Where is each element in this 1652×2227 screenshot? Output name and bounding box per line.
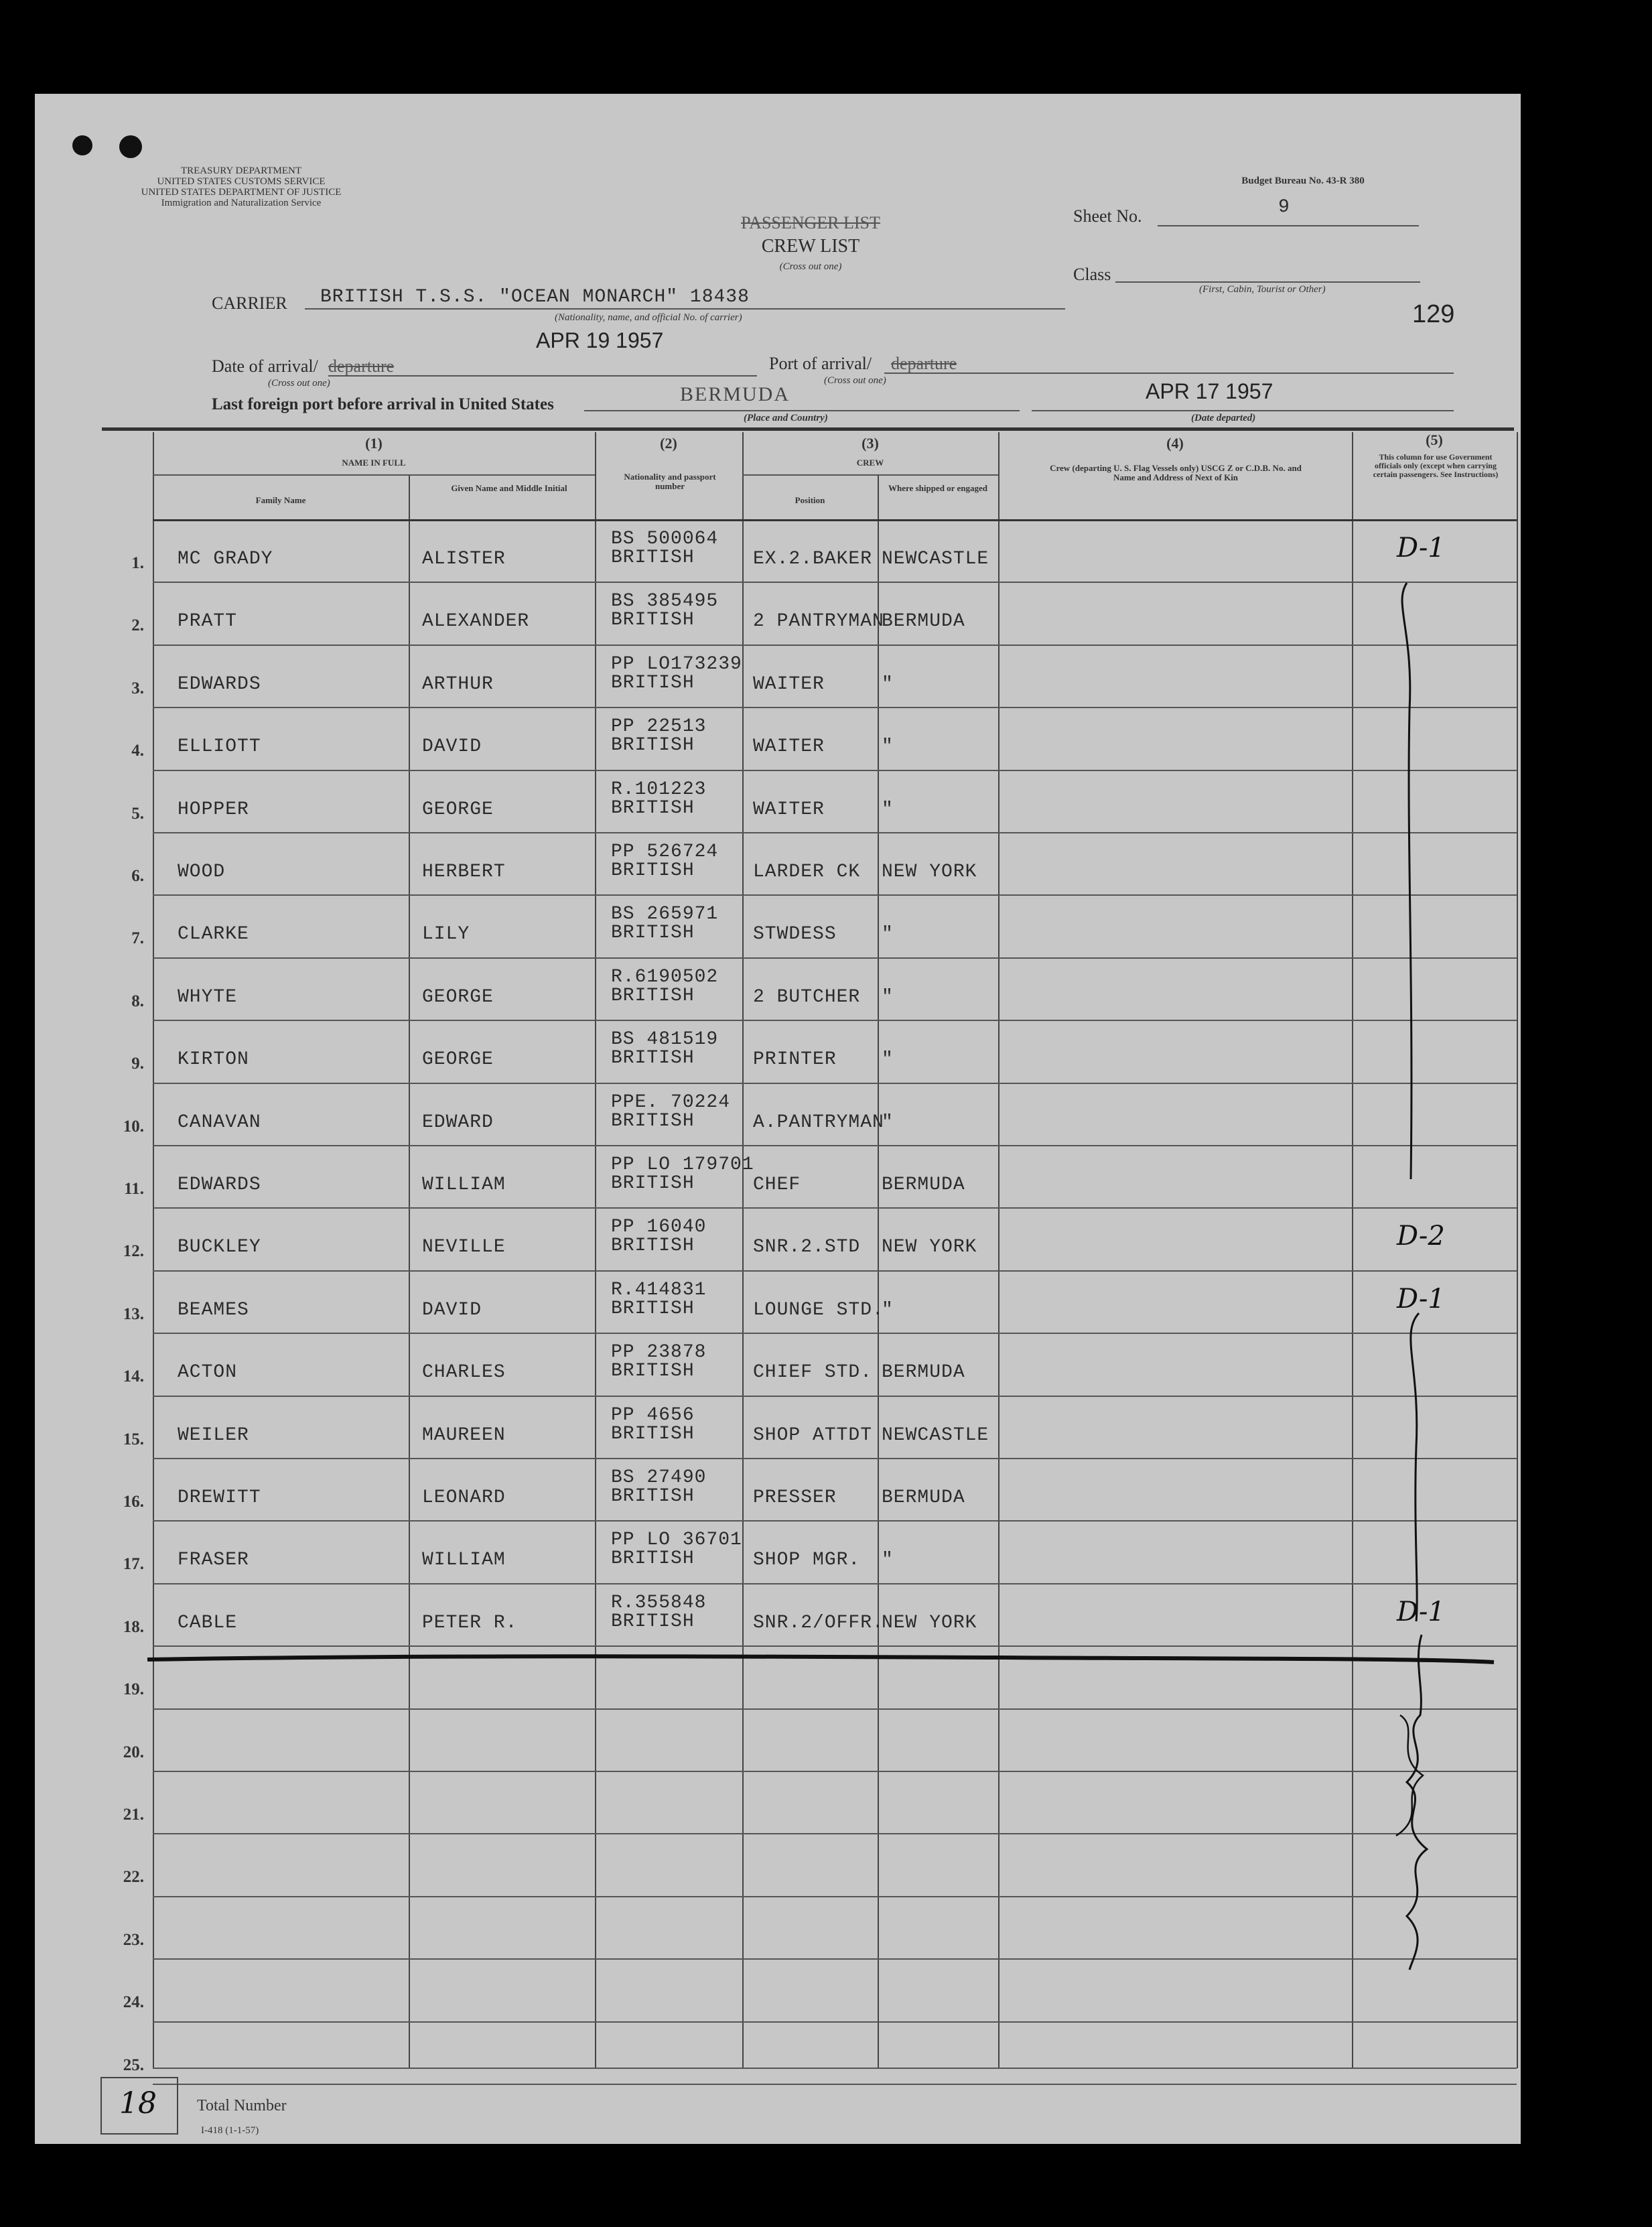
official-note: D-1 [1397,1597,1445,1627]
passport-cell: R.101223 [611,779,707,800]
sheet-number: 9 [1278,197,1290,218]
crew-list-title: CREW LIST [761,236,860,257]
col2-number: (2) [660,435,677,452]
nationality-cell: BRITISH [611,673,695,693]
family-name-cell: ACTON [178,1362,238,1383]
date-cross-note: (Cross out one) [268,378,330,389]
row-divider [153,1708,1517,1710]
row-number: 17. [123,1555,144,1573]
given-name-cell: ALISTER [422,549,506,569]
row-divider [153,1958,1517,1960]
position-cell: A.PANTRYMAN [753,1112,884,1133]
passport-cell: BS 265971 [611,904,719,925]
given-name-cell: CHARLES [422,1362,506,1383]
where-shipped-cell: BERMUDA [882,1487,965,1508]
row-divider [153,957,1517,959]
given-name-cell: PETER R. [422,1613,518,1633]
row-number: 24. [123,1993,144,2011]
family-name-cell: KIRTON [178,1049,249,1070]
row-number: 4. [131,742,144,760]
family-name-cell: WEILER [178,1425,249,1446]
col3-number: (3) [862,435,879,452]
nationality-header: Nationality and passport number [624,472,716,491]
row-divider [153,1396,1517,1397]
given-name-cell: NEVILLE [422,1237,506,1258]
position-cell: WAITER [753,736,825,757]
row-number: 22. [123,1868,144,1886]
row-divider [153,894,1517,896]
official-note: D-2 [1397,1221,1445,1252]
list-type-note: (Cross out one) [779,261,842,272]
position-cell: WAITER [753,674,825,695]
family-name-cell: FRASER [178,1550,249,1570]
row-divider [153,1458,1517,1459]
row-number: 6. [131,867,144,885]
passport-cell: PP 4656 [611,1405,695,1426]
class-label: Class [1073,265,1111,284]
last-port-label: Last foreign port before arrival in United States [212,395,554,413]
row-number: 2. [131,616,144,634]
position-cell: PRINTER [753,1049,837,1070]
row-number: 8. [131,992,144,1010]
row-number: 16. [123,1493,144,1511]
punch-hole [119,135,142,158]
where-shipped-cell: " [882,987,894,1008]
position-cell: SNR.2.STD [753,1237,861,1258]
family-name-cell: ELLIOTT [178,736,261,757]
nationality-cell: BRITISH [611,1235,695,1256]
passport-cell: R.355848 [611,1593,707,1613]
passport-cell: PP LO 36701 [611,1530,742,1550]
passport-cell: PP 22513 [611,716,707,737]
passport-cell: PP LO 179701 [611,1154,754,1175]
where-shipped-cell: BERMUDA [882,1174,965,1195]
row-divider [153,707,1517,708]
passport-cell: PP LO173239 [611,654,742,675]
position-cell: CHEF [753,1174,801,1195]
port-of-arrival-label: Port of arrival/ [769,354,872,373]
position-cell: WAITER [753,799,825,820]
nationality-cell: BRITISH [611,1298,695,1319]
passport-cell: BS 500064 [611,529,719,549]
passport-cell: R.414831 [611,1280,707,1300]
col5-header: This column for use Government officials only (except when carrying certain passengers. See Instructions) [1373,452,1499,479]
row-divider [153,1145,1517,1146]
row-divider [153,1333,1517,1334]
family-name-cell: CABLE [178,1613,238,1633]
row-divider [153,1520,1517,1522]
end-of-list-line [141,1645,1501,1672]
date-departed-stamp: APR 17 1957 [1146,379,1274,403]
position-cell: SHOP MGR. [753,1550,861,1570]
row-divider [153,832,1517,833]
agency-line-2: UNITED STATES CUSTOMS SERVICE [157,176,326,187]
official-column-marks [1380,576,1434,1976]
page-number: 129 [1412,300,1455,328]
official-note: D-1 [1397,1284,1445,1314]
given-name-cell: GEORGE [422,1049,494,1070]
nationality-cell: BRITISH [611,1361,695,1381]
where-shipped-cell: " [882,736,894,757]
date-departed-note: (Date departed) [1191,413,1256,423]
arrival-date-stamp: APR 19 1957 [536,328,664,352]
row-number: 1. [131,554,144,572]
nationality-cell: BRITISH [611,923,695,943]
given-name-cell: ARTHUR [422,674,494,695]
last-port-value: BERMUDA [680,383,790,405]
row-divider [153,1833,1517,1834]
crew-header: CREW [856,458,884,468]
row-divider [153,2021,1517,2023]
row-divider [153,1083,1517,1084]
passport-cell: PP 526724 [611,841,719,862]
agency-line-1: TREASURY DEPARTMENT [180,165,302,176]
col1-number: (1) [365,435,383,452]
family-name-cell: WOOD [178,862,226,882]
given-name-cell: WILLIAM [422,1174,506,1195]
agency-line-4: Immigration and Naturalization Service [161,198,322,208]
row-divider [153,645,1517,646]
position-cell: 2 BUTCHER [753,987,861,1008]
passport-cell: BS 385495 [611,591,719,612]
where-shipped-cell: NEWCASTLE [882,1425,989,1446]
given-name-cell: GEORGE [422,987,494,1008]
row-number: 18. [123,1618,144,1636]
family-name-cell: HOPPER [178,799,249,820]
family-name-cell: WHYTE [178,987,238,1008]
position-header: Position [795,495,825,505]
nationality-cell: BRITISH [611,1611,695,1632]
budget-bureau: Budget Bureau No. 43-R 380 [1241,176,1365,186]
given-name-cell: LEONARD [422,1487,506,1508]
port-cross-note: (Cross out one) [824,375,886,386]
nationality-cell: BRITISH [611,1111,695,1132]
agency-line-3: UNITED STATES DEPARTMENT OF JUSTICE [141,187,342,198]
nationality-cell: BRITISH [611,1424,695,1444]
passport-cell: PPE. 70224 [611,1092,731,1113]
given-name-cell: MAUREEN [422,1425,506,1446]
family-name-cell: CLARKE [178,924,249,945]
position-cell: STWDESS [753,924,837,945]
row-number: 3. [131,679,144,697]
col1-title: NAME IN FULL [342,458,406,468]
position-cell: SHOP ATTDT [753,1425,873,1446]
nationality-cell: BRITISH [611,860,695,881]
row-number: 12. [123,1242,144,1260]
given-name-cell: DAVID [422,736,482,757]
nationality-cell: BRITISH [611,798,695,819]
col5-number: (5) [1426,431,1443,448]
given-name-cell: LILY [422,924,470,945]
family-name-cell: PRATT [178,611,238,632]
nationality-cell: BRITISH [611,735,695,756]
carrier-value: BRITISH T.S.S. "OCEAN MONARCH" 18438 [320,287,750,308]
family-name-header: Family Name [255,495,306,505]
where-shipped-cell: NEW YORK [882,1613,977,1633]
total-box [100,2077,178,2135]
passport-cell: BS 27490 [611,1467,707,1488]
where-shipped-cell: BERMUDA [882,611,965,632]
passport-cell: PP 23878 [611,1342,707,1363]
position-cell: PRESSER [753,1487,837,1508]
carrier-note: (Nationality, name, and official No. of carrier) [555,312,742,323]
row-divider [153,1020,1517,1021]
given-name-cell: ALEXANDER [422,611,530,632]
passenger-list-struck: PASSENGER LIST [741,213,880,232]
form-number: I-418 (1-1-57) [201,2125,259,2136]
nationality-cell: BRITISH [611,1173,695,1194]
last-port-note: (Place and Country) [744,413,828,423]
given-name-cell: EDWARD [422,1112,494,1133]
family-name-cell: EDWARDS [178,1174,261,1195]
row-divider [153,1771,1517,1772]
row-divider [153,1896,1517,1897]
position-cell: LOUNGE STD. [753,1300,884,1321]
row-number: 20. [123,1743,144,1761]
where-shipped-cell: " [882,1112,894,1133]
given-name-cell: DAVID [422,1300,482,1321]
total-label: Total Number [197,2097,287,2114]
where-shipped-cell: " [882,1049,894,1070]
port-departure-struck: departure [891,354,957,373]
punch-hole [72,135,92,155]
given-name-header: Given Name and Middle Initial [451,483,567,493]
carrier-label: CARRIER [212,293,287,313]
family-name-cell: BUCKLEY [178,1237,261,1258]
row-divider [153,1207,1517,1209]
row-number: 15. [123,1430,144,1448]
family-name-cell: EDWARDS [178,674,261,695]
row-divider [153,582,1517,583]
row-number: 21. [123,1806,144,1824]
row-number: 9. [131,1055,144,1073]
where-shipped-cell: " [882,1300,894,1321]
given-name-cell: HERBERT [422,862,506,882]
nationality-cell: BRITISH [611,986,695,1006]
row-number: 5. [131,805,144,823]
row-number: 13. [123,1305,144,1323]
where-shipped-cell: NEWCASTLE [882,549,989,569]
nationality-cell: BRITISH [611,1486,695,1507]
position-cell: 2 PANTRYMAN [753,611,884,632]
row-number: 19. [123,1680,144,1698]
family-name-cell: DREWITT [178,1487,261,1508]
official-note: D-1 [1397,533,1445,563]
date-departure-struck: departure [328,356,395,376]
where-shipped-cell: NEW YORK [882,1237,977,1258]
class-note: (First, Cabin, Tourist or Other) [1199,284,1326,295]
col4-number: (4) [1166,435,1184,452]
position-cell: EX.2.BAKER [753,549,873,569]
row-number: 10. [123,1118,144,1136]
where-shipped-cell: " [882,1550,894,1570]
passport-cell: PP 16040 [611,1217,707,1237]
given-name-cell: WILLIAM [422,1550,506,1570]
passport-cell: BS 481519 [611,1029,719,1050]
position-cell: LARDER CK [753,862,861,882]
row-number: 23. [123,1931,144,1949]
row-number: 14. [123,1367,144,1386]
where-shipped-header: Where shipped or engaged [888,483,987,493]
row-number: 11. [124,1180,144,1198]
family-name-cell: BEAMES [178,1300,249,1321]
family-name-cell: CANAVAN [178,1112,261,1133]
where-shipped-cell: " [882,674,894,695]
nationality-cell: BRITISH [611,1048,695,1069]
position-cell: SNR.2/OFFR. [753,1613,884,1633]
where-shipped-cell: " [882,924,894,945]
date-of-arrival-label: Date of arrival/ [212,356,318,376]
nationality-cell: BRITISH [611,547,695,568]
passport-cell: R.6190502 [611,967,719,988]
nationality-cell: BRITISH [611,1548,695,1569]
row-divider [153,2084,1517,2085]
col4-header: Crew (departing U. S. Flag Vessels only) USCG Z or C.D.B. No. and Name and Address of Next of Kin [1050,463,1302,482]
nationality-cell: BRITISH [611,610,695,630]
given-name-cell: GEORGE [422,799,494,820]
row-divider [153,770,1517,771]
family-name-cell: MC GRADY [178,549,273,569]
position-cell: CHIEF STD. [753,1362,873,1383]
where-shipped-cell: " [882,799,894,820]
where-shipped-cell: BERMUDA [882,1362,965,1383]
row-number: 7. [131,929,144,947]
row-divider [153,1583,1517,1584]
row-number: 25. [123,2056,144,2074]
sheet-label: Sheet No. [1073,206,1142,226]
row-divider [153,1270,1517,1272]
where-shipped-cell: NEW YORK [882,862,977,882]
total-value: 18 [119,2086,157,2120]
